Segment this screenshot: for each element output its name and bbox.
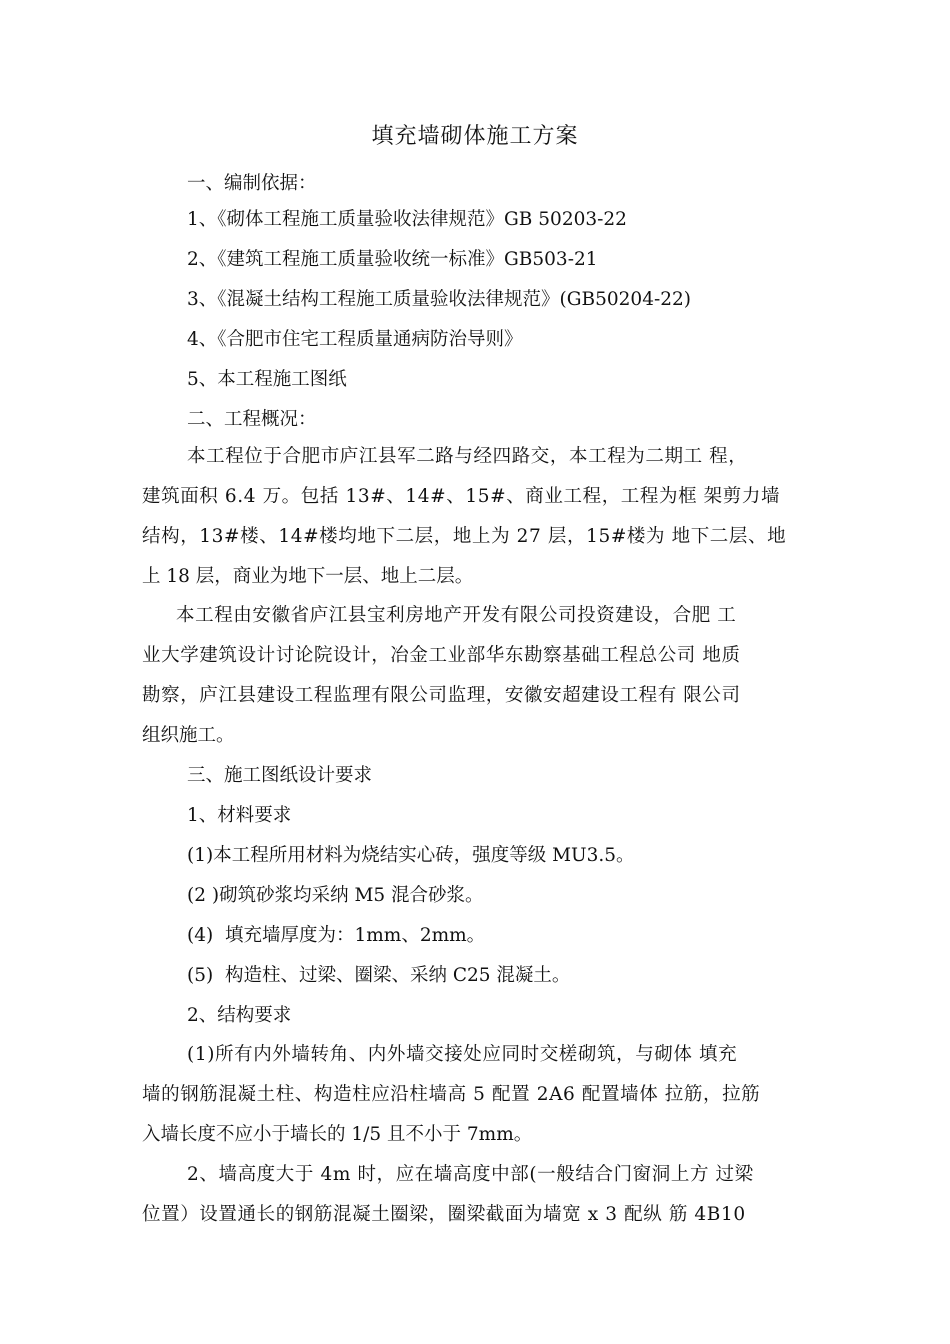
paragraph-line: 业大学建筑设计讨论院设计，冶金工业部华东勘察基础工程总公司 地质: [142, 645, 741, 666]
reference-item-3: 3、《混凝土结构工程施工质量验收法律规范》(GB50204-22): [187, 289, 691, 310]
paragraph-line: (1)所有内外墙转角、内外墙交接处应同时交槎砌筑，与砌体 填充: [187, 1044, 738, 1065]
section-heading-design: 三、施工图纸设计要求: [187, 765, 373, 786]
reference-item-4: 4、《合肥市住宅工程质量通病防治导则》: [187, 329, 523, 350]
material-item-1: (1)本工程所用材料为烧结实心砖，强度等级 MU3.5。: [187, 845, 635, 866]
paragraph-line: 勘察，庐江县建设工程监理有限公司监理，安徽安超建设工程有 限公司: [142, 685, 741, 706]
section-heading-basis: 一、编制依据：: [187, 173, 317, 194]
reference-item-2: 2、《建筑工程施工质量验收统一标准》GB503-21: [187, 249, 598, 270]
paragraph-line: 2、墙高度大于 4m 时，应在墙高度中部(一般结合门窗洞上方 过梁: [187, 1164, 754, 1185]
paragraph-line: 墙的钢筋混凝土柱、构造柱应沿柱墙高 5 配置 2A6 配置墙体 拉筋，拉筋: [142, 1084, 761, 1105]
paragraph-line: 入墙长度不应小于墙长的 1/5 且不小于 7mm。: [142, 1124, 533, 1145]
paragraph-line: 结构，13#楼、14#楼均地下二层，地上为 27 层，15#楼为 地下二层、地: [142, 526, 787, 547]
document-title: 填充墙砌体施工方案: [371, 124, 579, 149]
material-item-2: (2 )砌筑砂浆均采纳 M5 混合砂浆。: [187, 885, 484, 906]
paragraph-line: 建筑面积 6.4 万。包括 13#、14#、15#、商业工程，工程为框 架剪力墙: [142, 486, 781, 507]
paragraph-line: 本工程位于合肥市庐江县军二路与经四路交，本工程为二期工 程，: [187, 446, 748, 467]
paragraph-line: 本工程由安徽省庐江县宝利房地产开发有限公司投资建设，合肥 工: [176, 605, 737, 626]
material-item-5: (5) 构造柱、过梁、圈梁、采纳 C25 混凝土。: [187, 965, 571, 986]
paragraph-line: 位置）设置通长的钢筋混凝土圈梁，圈梁截面为墙宽 x 3 配纵 筋 4B10: [142, 1204, 746, 1225]
reference-item-1: 1、《砌体工程施工质量验收法律规范》GB 50203-22: [187, 209, 627, 230]
paragraph-line: 组织施工。: [142, 725, 235, 746]
section-heading-overview: 二、工程概况：: [187, 409, 317, 430]
subsection-heading-structure: 2、结构要求: [187, 1005, 292, 1026]
paragraph-line: 上 18 层，商业为地下一层、地上二层。: [142, 566, 474, 587]
subsection-heading-materials: 1、材料要求: [187, 805, 292, 826]
reference-item-5: 5、本工程施工图纸: [187, 369, 347, 390]
material-item-4: (4) 填充墙厚度为：1mm、2mm。: [187, 925, 486, 946]
